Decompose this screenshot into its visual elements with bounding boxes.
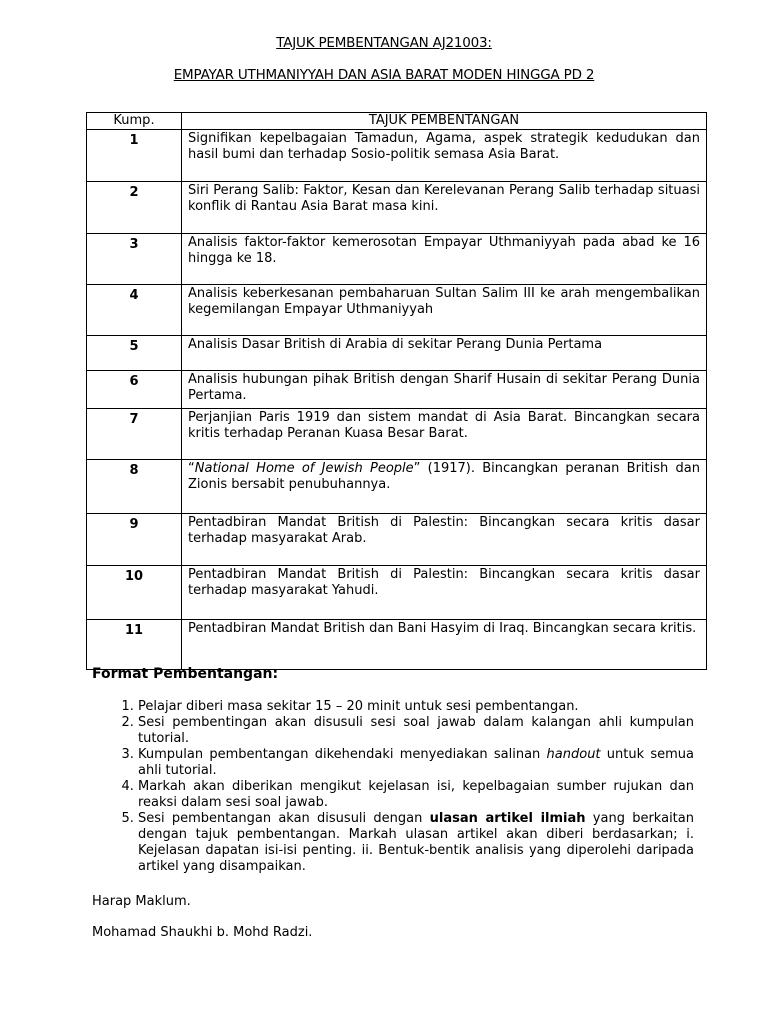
- list-item: 4. Markah akan diberikan mengikut kejelasan isi, kepelbagaian sumber rujukan dan reaksi dalam sesi soal jawab.: [138, 779, 694, 811]
- list-item: [138, 747, 694, 779]
- list-item-text: Kumpulan pembentangan dikehendaki menyediakan salinan: [138, 747, 547, 762]
- topic-text: Analisis hubungan pihak British dengan Sharif Husain di sekitar Perang Dunia Pertama.: [182, 371, 707, 409]
- table-row: [87, 460, 707, 514]
- table-row: [87, 371, 707, 409]
- group-number: 11: [87, 620, 182, 670]
- table-header-row: [87, 113, 707, 130]
- signer-name: Mohamad Shaukhi b. Mohd Radzi.: [92, 925, 313, 940]
- format-heading: Format Pembentangan:: [92, 666, 279, 682]
- column-header-group: Kump.: [87, 113, 182, 130]
- group-number: 4: [87, 285, 182, 336]
- topic-text-rest: ” (1917). Bincangkan peranan British dan Zionis bersabit penubuhannya.: [188, 461, 700, 492]
- group-number: 6: [87, 371, 182, 409]
- topic-text: Analisis keberkesanan pembaharuan Sultan Salim III ke arah mengembalikan kegemilangan Empayar Uthmaniyyah: [182, 285, 707, 336]
- table-row: [87, 285, 707, 336]
- group-number: 8: [87, 460, 182, 514]
- topic-text: Analisis Dasar British di Arabia di sekitar Perang Dunia Pertama: [182, 336, 707, 371]
- list-item-bold: ulasan artikel ilmiah: [429, 811, 586, 826]
- list-item-text: untuk semua ahli tutorial.: [138, 747, 695, 778]
- group-number: 7: [87, 409, 182, 460]
- table-row: [87, 182, 707, 234]
- list-item-text: yang berkaitan dengan tajuk pembentangan. Markah ulasan artikel akan diberi berdasarkan; i. Kejelasan dapatan isi-isi penting. ii. Bentuk-bentik analisis yang diperolehi daripada artikel yang disampaikan.: [138, 811, 694, 874]
- group-number: 3: [87, 234, 182, 285]
- topic-text: [182, 460, 707, 514]
- table-row: [87, 514, 707, 566]
- table-row: [87, 566, 707, 620]
- topic-text: Perjanjian Paris 1919 dan sistem mandat di Asia Barat. Bincangkan secara kritis terhadap Peranan Kuasa Besar Barat.: [182, 409, 707, 460]
- topic-text: Pentadbiran Mandat British di Palestin: Bincangkan secara kritis dasar terhadap masyarakat Arab.: [182, 514, 707, 566]
- topic-text: Signifikan kepelbagaian Tamadun, Agama, aspek strategik kedudukan dan hasil bumi dan terhadap Sosio-politik semasa Asia Barat.: [182, 130, 707, 182]
- column-header-topic: TAJUK PEMBENTANGAN: [182, 113, 707, 130]
- table-row: [87, 234, 707, 285]
- topic-text-italic: National Home of Jewish People: [194, 461, 414, 476]
- list-item: [138, 811, 694, 875]
- group-number: 5: [87, 336, 182, 371]
- list-item-italic: handout: [546, 747, 601, 762]
- document-subtitle: EMPAYAR UTHMANIYYAH DAN ASIA BARAT MODEN HINGGA PD 2: [173, 67, 595, 83]
- format-list: [118, 699, 694, 875]
- topic-text: Analisis faktor-faktor kemerosotan Empayar Uthmaniyyah pada abad ke 16 hingga ke 18.: [182, 234, 707, 285]
- group-number: 1: [87, 130, 182, 182]
- group-number: 9: [87, 514, 182, 566]
- closing-text: Harap Maklum.: [92, 894, 191, 909]
- topics-table: [86, 112, 707, 670]
- list-item: 2. Sesi pembentingan akan disusuli sesi soal jawab dalam kalangan ahli kumpulan tutorial.: [138, 715, 694, 747]
- topic-text: Pentadbiran Mandat British di Palestin: Bincangkan secara kritis dasar terhadap masyarakat Yahudi.: [182, 566, 707, 620]
- topic-text: Pentadbiran Mandat British dan Bani Hasyim di Iraq. Bincangkan secara kritis.: [182, 620, 707, 670]
- group-number: 2: [87, 182, 182, 234]
- table-row: [87, 620, 707, 670]
- document-title: TAJUK PEMBENTANGAN AJ21003:: [276, 35, 492, 51]
- table-row: [87, 130, 707, 182]
- table-row: [87, 409, 707, 460]
- list-item-text: Sesi pembentangan akan disusuli dengan: [138, 811, 430, 826]
- list-item: 1. Pelajar diberi masa sekitar 15 – 20 minit untuk sesi pembentangan.: [138, 699, 694, 715]
- topic-text: Siri Perang Salib: Faktor, Kesan dan Kerelevanan Perang Salib terhadap situasi konflik di Rantau Asia Barat masa kini.: [182, 182, 707, 234]
- group-number: 10: [87, 566, 182, 620]
- open-quote: “: [188, 461, 195, 476]
- table-row: [87, 336, 707, 371]
